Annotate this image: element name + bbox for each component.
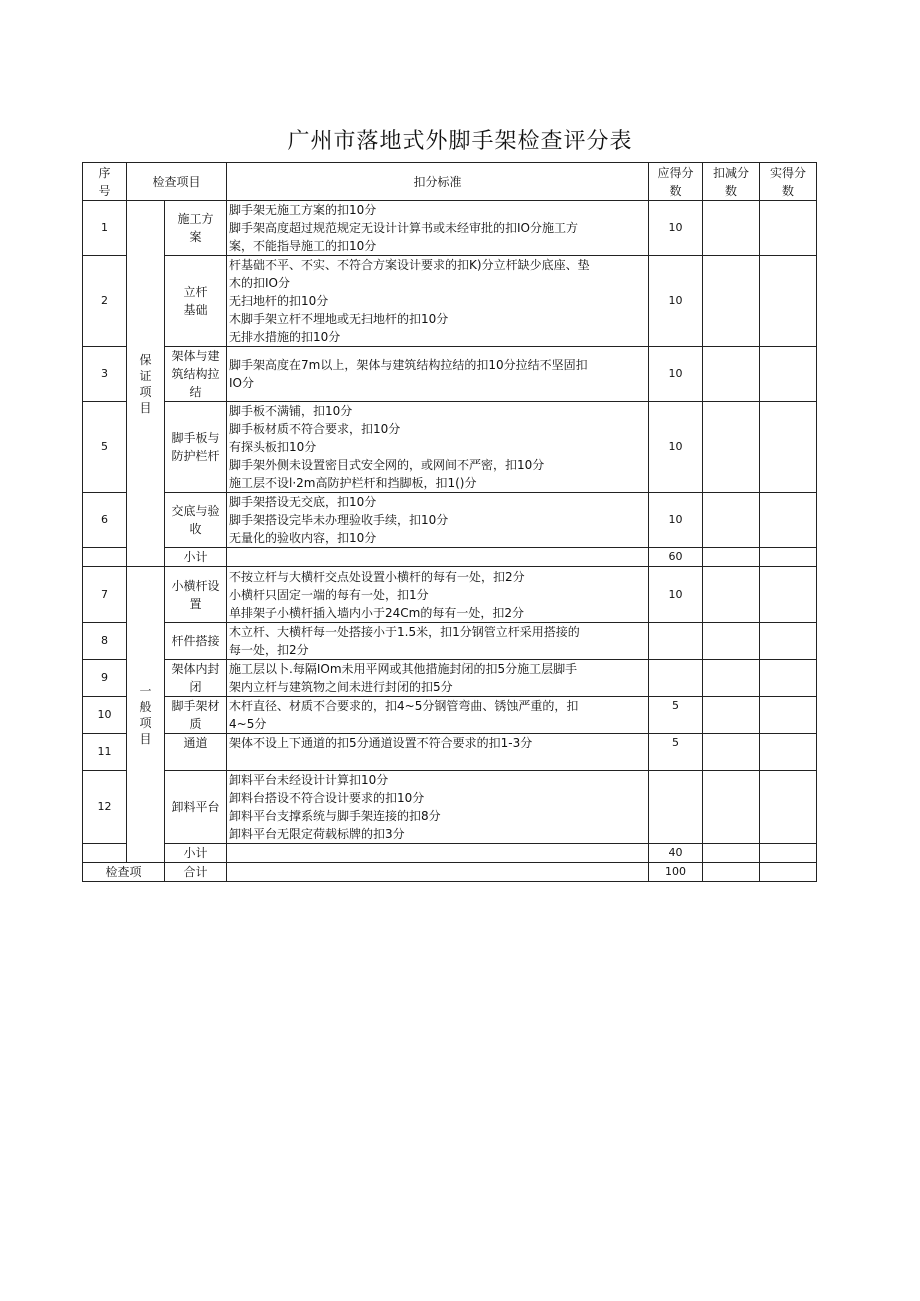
row-seq: 7 bbox=[83, 567, 127, 623]
row-deduct-score bbox=[703, 660, 760, 697]
row-actual-score bbox=[760, 493, 817, 548]
total-row bbox=[83, 863, 817, 882]
row-deduct-score bbox=[703, 347, 760, 402]
table-row bbox=[83, 623, 817, 660]
subtotal-due-score: 60 bbox=[649, 548, 703, 567]
table-row bbox=[83, 493, 817, 548]
row-seq: 10 bbox=[83, 697, 127, 734]
row-item: 交底与验 收 bbox=[165, 493, 227, 548]
row-standard: 卸料平台未经设计计算扣10分 卸料台搭设不符合设计要求的扣10分 卸料平台支撑系统与脚手架连接的扣8分 卸料平台无限定荷载标牌的扣3分 bbox=[227, 771, 649, 844]
row-standard: 木立杆、大横杆每一处搭接小于1.5米，扣1分钢管立杆采用搭接的 每一处，扣2分 bbox=[227, 623, 649, 660]
row-item: 卸料平台 bbox=[165, 771, 227, 844]
row-seq: 8 bbox=[83, 623, 127, 660]
row-deduct-score bbox=[703, 567, 760, 623]
row-due-score: 10 bbox=[649, 402, 703, 493]
table-row bbox=[83, 567, 817, 623]
row-seq bbox=[83, 548, 127, 567]
row-standard bbox=[227, 844, 649, 863]
row-deduct-score bbox=[703, 548, 760, 567]
subtotal-row bbox=[83, 548, 817, 567]
row-item: 施工方 案 bbox=[165, 201, 227, 256]
row-due-score: 10 bbox=[649, 256, 703, 347]
header-item: 检查项目 bbox=[127, 163, 227, 201]
row-seq: 5 bbox=[83, 402, 127, 493]
row-deduct-score bbox=[703, 863, 760, 882]
row-actual-score bbox=[760, 844, 817, 863]
row-standard: 脚手架无施工方案的扣10分 脚手架高度超过规范规定无设计计算书或未经审批的扣IO分施工方 案，不能指导施工的扣10分 bbox=[227, 201, 649, 256]
row-seq: 11 bbox=[83, 734, 127, 771]
row-due-score bbox=[649, 771, 703, 844]
inspection-score-table bbox=[82, 162, 817, 882]
row-seq: 1 bbox=[83, 201, 127, 256]
row-standard: 架体不设上下通道的扣5分通道设置不符合要求的扣1-3分 bbox=[227, 734, 649, 771]
row-due-score: 10 bbox=[649, 567, 703, 623]
row-seq: 6 bbox=[83, 493, 127, 548]
row-item: 架体与建 筑结构拉 结 bbox=[165, 347, 227, 402]
total-label-right: 合计 bbox=[165, 863, 227, 882]
subtotal-due-score: 40 bbox=[649, 844, 703, 863]
row-item: 立杆 基础 bbox=[165, 256, 227, 347]
row-actual-score bbox=[760, 771, 817, 844]
row-due-score: 10 bbox=[649, 493, 703, 548]
row-actual-score bbox=[760, 697, 817, 734]
row-actual-score bbox=[760, 863, 817, 882]
row-deduct-score bbox=[703, 493, 760, 548]
row-actual-score bbox=[760, 201, 817, 256]
row-item: 脚手板与 防护栏杆 bbox=[165, 402, 227, 493]
header-deduct-score: 扣减分 数 bbox=[703, 163, 760, 201]
row-item: 脚手架材 质 bbox=[165, 697, 227, 734]
row-deduct-score bbox=[703, 623, 760, 660]
row-deduct-score bbox=[703, 402, 760, 493]
row-due-score: 5 bbox=[649, 697, 703, 734]
table-row bbox=[83, 697, 817, 734]
row-due-score: 10 bbox=[649, 347, 703, 402]
row-actual-score bbox=[760, 402, 817, 493]
row-deduct-score bbox=[703, 771, 760, 844]
header-due-score: 应得分 数 bbox=[649, 163, 703, 201]
row-deduct-score bbox=[703, 201, 760, 256]
row-standard: 脚手架高度在7m以上，架体与建筑结构拉结的扣10分拉结不坚固扣 IO分 bbox=[227, 347, 649, 402]
row-item: 架体内封 闭 bbox=[165, 660, 227, 697]
row-actual-score bbox=[760, 548, 817, 567]
row-seq: 2 bbox=[83, 256, 127, 347]
header-actual-score: 实得分 数 bbox=[760, 163, 817, 201]
row-deduct-score bbox=[703, 256, 760, 347]
row-seq: 9 bbox=[83, 660, 127, 697]
table-row bbox=[83, 402, 817, 493]
row-due-score bbox=[649, 623, 703, 660]
row-standard: 施工层以卜.每隔IOm未用平网或其他措施封闭的扣5分施工层脚手 架内立杆与建筑物之间未进行封闭的扣5分 bbox=[227, 660, 649, 697]
row-standard bbox=[227, 548, 649, 567]
row-due-score bbox=[649, 660, 703, 697]
page-title: 广州市落地式外脚手架检查评分表 bbox=[287, 129, 633, 154]
table-row bbox=[83, 347, 817, 402]
row-actual-score bbox=[760, 567, 817, 623]
row-standard: 脚手架搭设无交底，扣10分 脚手架搭设完毕未办理验收手续，扣10分 无量化的验收内容，扣10分 bbox=[227, 493, 649, 548]
total-label-left: 检查项 bbox=[83, 863, 165, 882]
subtotal-row bbox=[83, 844, 817, 863]
header-seq: 序 号 bbox=[83, 163, 127, 201]
row-actual-score bbox=[760, 347, 817, 402]
row-actual-score bbox=[760, 734, 817, 771]
row-actual-score bbox=[760, 623, 817, 660]
row-deduct-score bbox=[703, 844, 760, 863]
row-item: 小横杆设 置 bbox=[165, 567, 227, 623]
subtotal-label: 小计 bbox=[165, 548, 227, 567]
row-due-score: 10 bbox=[649, 201, 703, 256]
row-standard: 不按立杆与大横杆交点处设置小横杆的每有一处，扣2分 小横杆只固定一端的每有一处，扣1分 单排架子小横杆插入墙内小于24Cm的每有一处，扣2分 bbox=[227, 567, 649, 623]
table-row bbox=[83, 256, 817, 347]
category-guarantee: 保 证 项 目 bbox=[127, 201, 165, 567]
table-row bbox=[83, 771, 817, 844]
row-due-score: 5 bbox=[649, 734, 703, 771]
total-due-score: 100 bbox=[649, 863, 703, 882]
row-standard bbox=[227, 863, 649, 882]
table-header-row bbox=[83, 163, 817, 201]
row-item: 通道 bbox=[165, 734, 227, 771]
row-deduct-score bbox=[703, 734, 760, 771]
table-row bbox=[83, 201, 817, 256]
subtotal-label: 小计 bbox=[165, 844, 227, 863]
category-general: 一 般 项 目 bbox=[127, 567, 165, 863]
row-seq bbox=[83, 844, 127, 863]
row-actual-score bbox=[760, 660, 817, 697]
table-row bbox=[83, 734, 817, 771]
row-standard: 脚手板不满铺，扣10分 脚手板材质不符合要求，扣10分 有探头板扣10分 脚手架外侧未设置密目式安全网的，或网间不严密，扣10分 施工层不设l·2m高防护栏杆和挡脚板，扣1()分 bbox=[227, 402, 649, 493]
header-standard: 扣分标准 bbox=[227, 163, 649, 201]
row-deduct-score bbox=[703, 697, 760, 734]
row-seq: 3 bbox=[83, 347, 127, 402]
row-standard: 杆基础不平、不实、不符合方案设计要求的扣K)分立杆缺少底座、垫 木的扣IO分 无扫地杆的扣10分 木脚手架立杆不埋地或无扫地杆的扣10分 无排水措施的扣10分 bbox=[227, 256, 649, 347]
row-standard: 木杆直径、材质不合要求的，扣4~5分钢管弯曲、锈蚀严重的，扣 4~5分 bbox=[227, 697, 649, 734]
row-seq: 12 bbox=[83, 771, 127, 844]
table-row bbox=[83, 660, 817, 697]
row-actual-score bbox=[760, 256, 817, 347]
row-item: 杆件搭接 bbox=[165, 623, 227, 660]
